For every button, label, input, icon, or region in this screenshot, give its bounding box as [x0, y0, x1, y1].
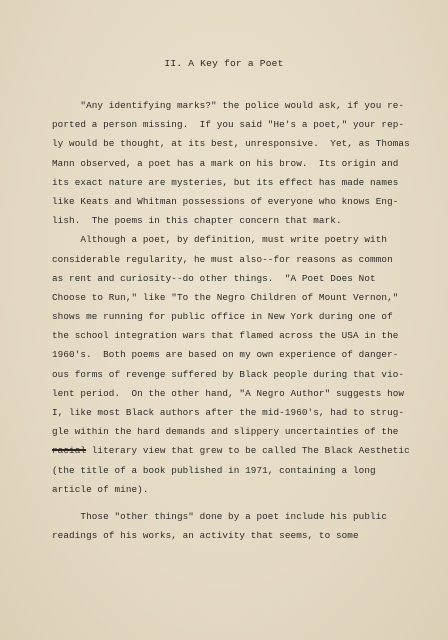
text-line: ported a person missing. If you said "He's a poet," your rep- — [52, 119, 405, 131]
text-line: gle within the hard demands and slippery uncertainties of the — [52, 426, 399, 438]
line-remainder: literary view that grew to be called The Black Aesthetic — [86, 445, 410, 457]
text-line: its exact nature are mysteries, but its effect has made names — [52, 176, 399, 188]
section-heading: II. A Key for a Poet — [164, 58, 284, 69]
paragraph-3 — [52, 507, 412, 545]
struck-word: racial — [52, 445, 87, 457]
text-line: as rent and curiosity--do other things. "A Poet Does Not — [52, 272, 376, 284]
text-line: like Keats and Whitman possessions of everyone who knows Eng- — [52, 195, 399, 207]
paragraph-2 — [52, 230, 412, 499]
text-line: Choose to Run," like "To the Negro Children of Mount Vernon," — [52, 291, 399, 303]
text-line: I, like most Black authors after the mid-1960's, had to strug- — [52, 407, 405, 418]
paragraph-1 — [52, 96, 412, 230]
text-line: lish. The poems in this chapter concern that mark. — [52, 215, 342, 227]
paragraph-gap — [52, 499, 412, 507]
text-line: "Any identifying marks?" the police would ask, if you re- — [52, 100, 405, 111]
text-line: article of mine). — [52, 483, 149, 495]
text-line: lent period. On the other hand, "A Negro Author" suggests how — [52, 387, 405, 399]
text-line: ous forms of revenge suffered by Black people during that vio- — [52, 368, 405, 380]
text-line: shows me running for public office in New York during one of — [52, 311, 393, 323]
text-line: ly would be thought, at its best, unresponsive. Yet, as Thomas — [52, 138, 410, 150]
text-line: (the title of a book published in 1971, containing a long — [52, 464, 376, 476]
body-text — [52, 96, 412, 545]
text-line: considerable regularity, he must also--for reasons as common — [52, 253, 393, 265]
text-line: Those "other things" done by a poet include his public — [52, 510, 388, 522]
text-line: 1960's. Both poems are based on my own experience of danger- — [52, 349, 399, 361]
text-line-with-strikeout — [52, 441, 412, 460]
text-line: the school integration wars that flamed across the USA in the — [52, 330, 399, 342]
text-line: Although a poet, by definition, must write poetry with — [52, 234, 388, 246]
text-line: readings of his works, an activity that seems, to some — [52, 530, 359, 542]
text-line: Mann observed, a poet has a mark on his brow. Its origin and — [52, 157, 399, 169]
